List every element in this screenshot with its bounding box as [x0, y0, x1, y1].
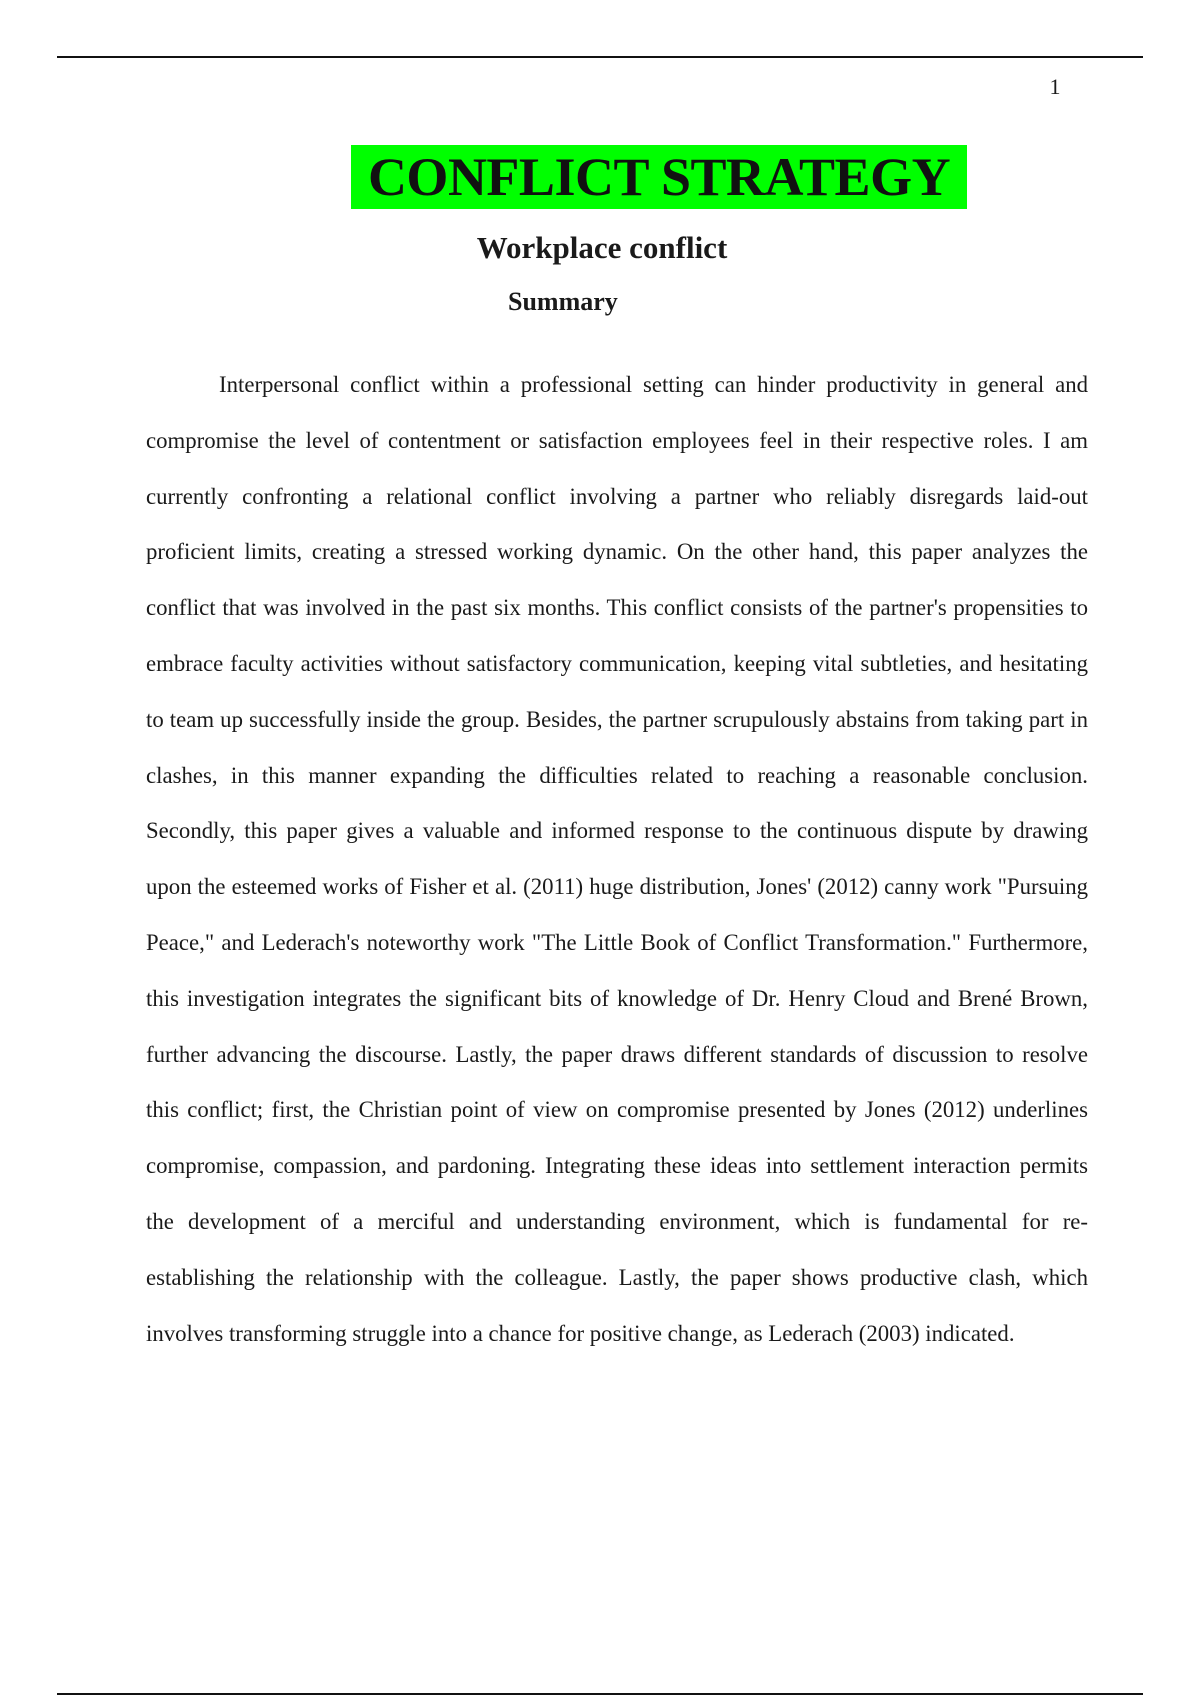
- page-bottom-rule: [57, 1693, 1143, 1695]
- section-heading: Summary: [508, 287, 618, 316]
- page-number: 1: [1049, 74, 1061, 99]
- document-title: CONFLICT STRATEGY: [367, 147, 951, 207]
- page-top-rule: [57, 56, 1143, 58]
- subtitle-row: [0, 230, 1200, 266]
- document-subtitle: Workplace conflict: [476, 230, 728, 265]
- summary-paragraph: Interpersonal conflict within a professional setting can hinder productivity in general and compromise the level of contentment or satisfaction employees feel in their respective roles. I am currently confronting a relational conflict involving a partner who reliably disregards laid-out proficient limits, creating a stressed working dynamic. On the other hand, this paper analyzes the conflict that was involved in the past six months. This conflict consists of the partner's propensities to embrace faculty activities without satisfactory communication, keeping vital subtleties, and hesitating to team up successfully inside the group. Besides, the partner scrupulously abstains from taking part in clashes, in this manner expanding the difficulties related to reaching a reasonable conclusion. Secondly, this paper gives a valuable and informed response to the continuous dispute by drawing upon the esteemed works of Fisher et al. (2011) huge distribution, Jones' (2012) canny work "Pursuing Peace," and Lederach's noteworthy work "The Little Book of Conflict Transformation." Furthermore, this investigation integrates the significant bits of knowledge of Dr. Henry Cloud and Brené Brown, further advancing the discourse. Lastly, the paper draws different standards of discussion to resolve this conflict; first, the Christian point of view on compromise presented by Jones (2012) underlines compromise, compassion, and pardoning. Integrating these ideas into settlement interaction permits the development of a merciful and understanding environment, which is fundamental for re-establishing the relationship with the colleague. Lastly, the paper shows productive clash, which involves transforming struggle into a chance for positive change, as Lederach (2003) indicated.: [146, 372, 1088, 1346]
- title-highlight: [351, 145, 967, 209]
